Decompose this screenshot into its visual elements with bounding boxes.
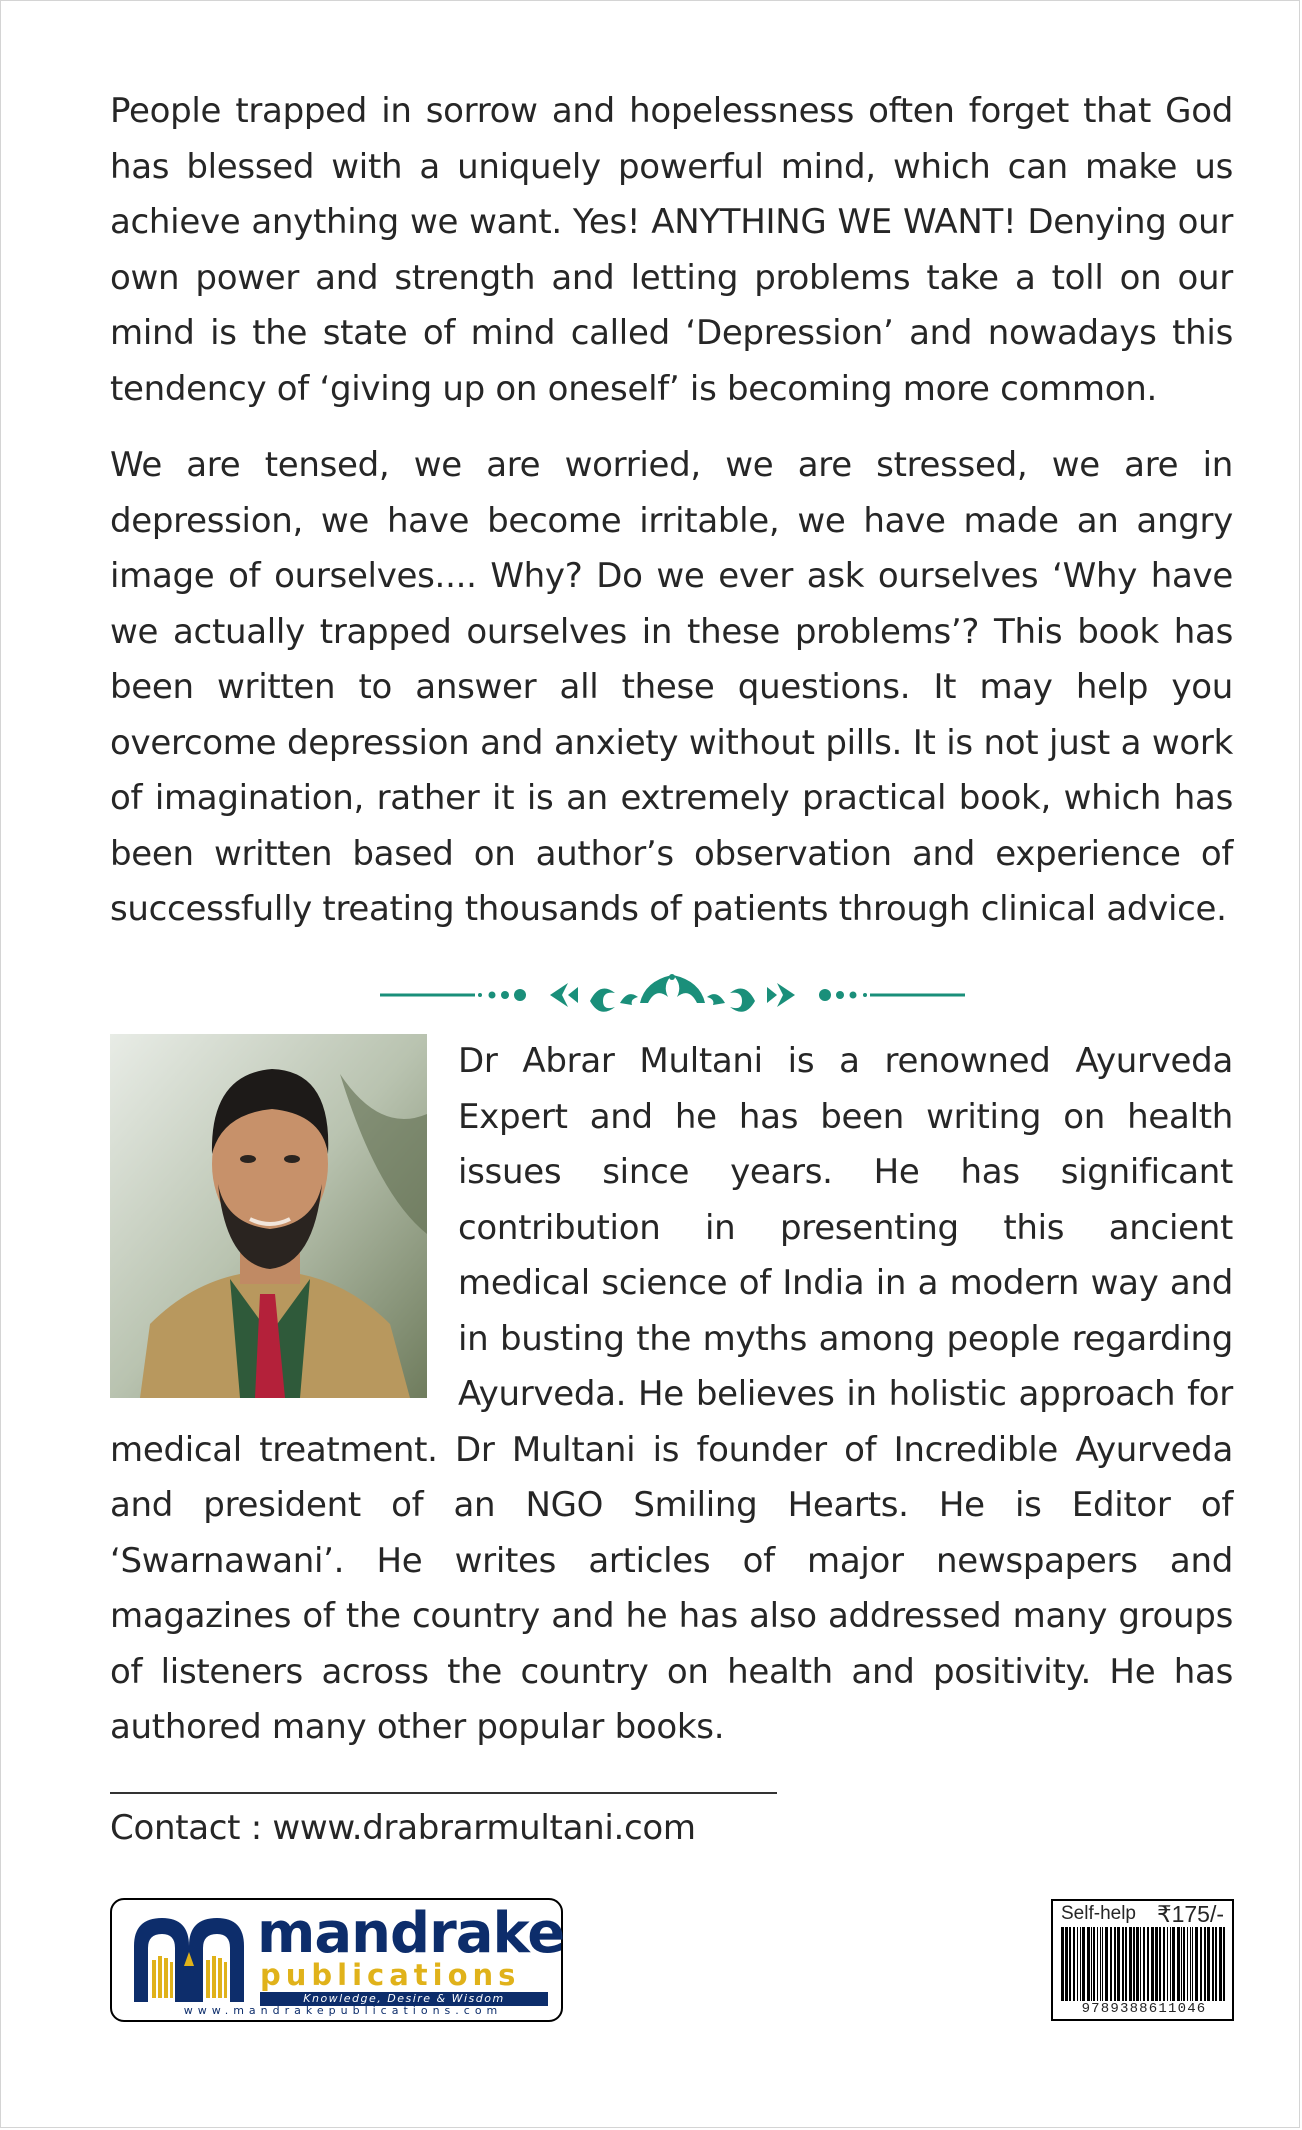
- barcode-bar: [1207, 1927, 1210, 2001]
- barcode-bar: [1110, 1927, 1112, 2001]
- barcode-category: Self-help: [1061, 1903, 1136, 1924]
- publisher-name: mandrake: [257, 1901, 565, 1966]
- contact-divider: [110, 1792, 777, 1794]
- barcode-bar: [1172, 1927, 1175, 2001]
- barcode-bar: [1163, 1927, 1165, 2001]
- barcode-block: [1051, 1899, 1234, 2021]
- barcode-bar: [1125, 1927, 1127, 2001]
- barcode-bar: [1204, 1927, 1206, 2001]
- barcode-bar: [1159, 1927, 1161, 2001]
- barcode-bar: [1177, 1927, 1180, 2001]
- barcode-bar: [1102, 1927, 1103, 2001]
- barcode-bars: [1059, 1927, 1227, 2001]
- barcode-bar: [1061, 1927, 1064, 2001]
- publisher-logo: [110, 1898, 563, 2022]
- barcode-bar: [1223, 1927, 1225, 2001]
- barcode-bar: [1212, 1927, 1214, 2001]
- author-bio-text: Dr Abrar Multani is a renowned Ayurveda Expert and he has been writing on health issues since years. He has significant contribution in presenting this ancient medical science of India in a modern way and in busting the myths among people regarding Ayurveda. He believes in holistic approach for medical treatment. Dr Multani is founder of Incredible Ayurveda and president of an NGO Smiling Hearts. He is Editor of ‘Swarnawani’. He writes articles of major newspapers and magazines of the country and he has also addressed many groups of listeners across the country on health and positivity. He has authored many other popular books.: [110, 1041, 1233, 1747]
- barcode-bar: [1143, 1927, 1145, 2001]
- barcode-price: ₹175/-: [1156, 1901, 1224, 1927]
- barcode-bar: [1170, 1927, 1171, 2001]
- barcode-bar: [1187, 1927, 1188, 2001]
- barcode-bar: [1082, 1927, 1085, 2001]
- barcode-bar: [1147, 1927, 1149, 2001]
- contact-line: Contact : www.drabrarmultani.com: [110, 1808, 696, 1848]
- barcode-isbn: 9789388611046: [1081, 2001, 1207, 2017]
- barcode-bar: [1219, 1927, 1222, 2001]
- barcode-bar: [1065, 1927, 1068, 2001]
- publisher-sub: publications: [260, 1958, 521, 1992]
- barcode-bar: [1129, 1927, 1132, 2001]
- barcode-bar: [1091, 1927, 1092, 2001]
- barcode-bar: [1192, 1927, 1193, 2001]
- barcode-bar: [1114, 1927, 1116, 2001]
- barcode-bar: [1215, 1927, 1217, 2001]
- barcode-bar: [1195, 1927, 1198, 2001]
- barcode-bar: [1100, 1927, 1101, 2001]
- barcode-bar: [1167, 1927, 1168, 2001]
- publisher-tagline: Knowledge, Desire & Wisdom: [260, 1992, 548, 2006]
- barcode-bar: [1140, 1927, 1141, 2001]
- author-photo: [110, 1034, 427, 1398]
- barcode-bar: [1117, 1927, 1120, 2001]
- barcode-bar: [1200, 1927, 1202, 2001]
- barcode-bar: [1190, 1927, 1191, 2001]
- barcode-bar: [1151, 1927, 1154, 2001]
- body-paragraph: We are tensed, we are worried, we are stressed, we are in depression, we have become irritable, we have made an angry image of ourselves.... Why? Do we ever ask ourselves ‘Why have we actually trapped ourselves in these problems’? This book has been written to answer all these questions. It may help you overcome depression and anxiety without pills. It is not just a work of imagination, rather it is an extremely practical book, which has been written based on author’s observation and experience of successfully treating thousands of patients through clinical advice.: [110, 445, 1233, 929]
- barcode-bar: [1136, 1927, 1139, 2001]
- barcode-bar: [1155, 1927, 1158, 2001]
- barcode-bar: [1087, 1927, 1090, 2001]
- ornament-divider: [380, 965, 965, 1025]
- author-photo-spacer: [110, 1034, 458, 1400]
- barcode-bar: [1080, 1927, 1081, 2001]
- barcode-bar: [1183, 1927, 1185, 2001]
- publisher-url: www.mandrakepublications.com: [183, 2004, 503, 2017]
- barcode-bar: [1069, 1927, 1071, 2001]
- barcode-bar: [1122, 1927, 1124, 2001]
- barcode-bar: [1093, 1927, 1095, 2001]
- barcode-bar: [1105, 1927, 1108, 2001]
- intro-paragraph: People trapped in sorrow and hopelessness often forget that God has blessed with a uniquely powerful mind, which can make us achieve anything we want. Yes! ANYTHING WE WANT! Denying our own power and strength and letting problems take a toll on our mind is the state of mind called ‘Depression’ and nowadays this tendency of ‘giving up on oneself’ is becoming more common.: [110, 91, 1233, 409]
- mandrake-m-icon: [130, 1916, 248, 2002]
- barcode-bar: [1181, 1927, 1182, 2001]
- barcode-bar: [1133, 1927, 1135, 2001]
- author-bio: [110, 1034, 1233, 1756]
- barcode-bar: [1097, 1927, 1098, 2001]
- barcode-bar: [1073, 1927, 1075, 2001]
- barcode-bar: [1077, 1927, 1078, 2001]
